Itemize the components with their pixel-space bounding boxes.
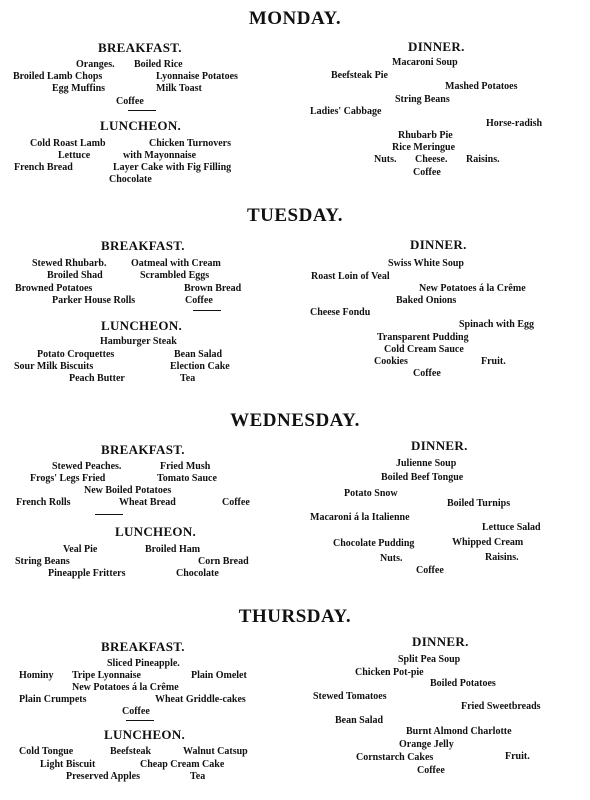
menu-item: Coffee [116,96,144,107]
divider-rule [128,110,156,111]
menu-item: Sour Milk Biscuits [14,361,94,372]
menu-item: French Bread [14,162,73,173]
menu-item: Transparent Pudding [377,332,469,343]
menu-item: Chocolate [109,174,152,185]
menu-item: Layer Cake with Fig Filling [113,162,232,173]
menu-item: Election Cake [170,361,230,372]
menu-item: Pineapple Fritters [48,568,126,579]
breakfast-heading: BREAKFAST. [101,639,185,654]
menu-item: String Beans [395,94,450,105]
menu-item: Raisins. [466,154,500,165]
dinner-heading: DINNER. [410,237,467,252]
menu-item: New Potatoes á la Crême [419,283,526,294]
menu-item: Coffee [185,295,213,306]
menu-item: Cold Tongue [19,746,74,757]
menu-item: Julienne Soup [396,458,457,469]
menu-item: Tripe Lyonnaise [72,670,141,681]
menu-item: Chicken Pot-pie [355,667,424,678]
menu-item: Lettuce [58,150,91,161]
luncheon-heading: LUNCHEON. [100,118,182,133]
menu-item: Fruit. [481,356,506,367]
menu-item: Hominy [19,670,54,681]
menu-item: Hamburger Steak [100,336,177,347]
menu-item: Whipped Cream [452,537,524,548]
breakfast-heading: BREAKFAST. [98,40,182,55]
menu-item: Cold Cream Sauce [384,344,464,355]
menu-item: Chocolate [176,568,219,579]
menu-item: Broiled Ham [145,544,201,555]
menu-item: Beefsteak Pie [331,70,388,81]
menu-item: Macaroni Soup [392,57,458,68]
menu-item: String Beans [15,556,70,567]
dinner-heading: DINNER. [408,39,465,54]
menu-item: Fried Sweetbreads [461,701,541,712]
day-heading-monday: MONDAY. [248,8,342,29]
menu-item: Cookies [374,356,408,367]
menu-item: Macaroni á la Italienne [310,512,410,523]
menu-item: Nuts. [374,154,397,165]
menu-item: Frogs' Legs Fried [30,473,106,484]
menu-item: Plain Crumpets [19,694,87,705]
menu-item: Potato Croquettes [37,349,115,360]
menu-item: Coffee [222,497,250,508]
menu-item: Bean Salad [335,715,384,726]
menu-item: Stewed Rhubarb. [32,258,107,269]
menu-item: Raisins. [485,552,519,563]
menu-item: Cheese Fondu [310,307,371,318]
menu-item: Chocolate Pudding [333,538,415,549]
menu-item: Fruit. [505,751,530,762]
menu-item: Coffee [413,368,441,379]
menu-item: Beefsteak [110,746,152,757]
divider-rule [95,514,123,515]
menu-item: New Boiled Potatoes [84,485,172,496]
menu-item: Veal Pie [63,544,98,555]
menu-item: Boiled Potatoes [430,678,496,689]
menu-item: Cornstarch Cakes [356,752,434,763]
menu-item: Sliced Pineapple. [107,658,180,669]
menu-item: Tea [190,771,206,782]
menu-item: Scrambled Eggs [140,270,210,281]
menu-item: with Mayonnaise [123,150,197,161]
menu-item: Coffee [416,565,444,576]
menu-item: Lyonnaise Potatoes [156,71,238,82]
menu-item: Boiled Beef Tongue [381,472,464,483]
menu-item: New Potatoes á la Crême [72,682,179,693]
menu-item: Stewed Tomatoes [313,691,387,702]
menu-item: Tea [180,373,196,384]
menu-item: Corn Bread [198,556,249,567]
luncheon-heading: LUNCHEON. [104,727,186,742]
menu-item: Walnut Catsup [183,746,248,757]
breakfast-heading: BREAKFAST. [101,238,185,253]
menu-item: Burnt Almond Charlotte [406,726,512,737]
menu-item: Split Pea Soup [398,654,461,665]
menu-item: Oranges. [76,59,115,70]
breakfast-heading: BREAKFAST. [101,442,185,457]
menu-item: Boiled Turnips [447,498,511,509]
menu-item: Horse-radish [486,118,543,129]
dinner-heading: DINNER. [412,634,469,649]
menu-item: Light Biscuit [40,759,96,770]
menu-item: Wheat Bread [119,497,176,508]
menu-item: Rice Meringue [392,142,456,153]
menu-item: Spinach with Egg [459,319,535,330]
menu-item: Rhubarb Pie [398,130,453,141]
menu-item: Tomato Sauce [157,473,217,484]
menu-item: Plain Omelet [191,670,247,681]
menu-item: Peach Butter [69,373,125,384]
menu-item: Browned Potatoes [15,283,93,294]
menu-item: Orange Jelly [399,739,454,750]
menu-item: Stewed Peaches. [52,461,122,472]
menu-item: Broiled Shad [47,270,103,281]
menu-item: Mashed Potatoes [445,81,518,92]
menu-item: Preserved Apples [66,771,140,782]
menu-item: Cheap Cream Cake [140,759,225,770]
divider-rule [126,720,154,721]
menu-item: French Rolls [16,497,71,508]
divider-rule [193,310,221,311]
menu-item: Cold Roast Lamb [30,138,106,149]
day-heading-tuesday: TUESDAY. [246,205,344,226]
menu-item: Swiss White Soup [388,258,464,269]
dinner-heading: DINNER. [411,438,468,453]
menu-item: Milk Toast [156,83,202,94]
menu-item: Boiled Rice [134,59,183,70]
day-heading-thursday: THURSDAY. [238,606,352,627]
menu-item: Cheese. [415,154,448,165]
menu-item: Brown Bread [184,283,242,294]
luncheon-heading: LUNCHEON. [101,318,183,333]
menu-item: Coffee [122,706,150,717]
menu-item: Coffee [417,765,445,776]
menu-item: Nuts. [380,553,403,564]
menu-item: Fried Mush [160,461,211,472]
menu-item: Egg Muffins [52,83,106,94]
menu-item: Oatmeal with Cream [131,258,221,269]
menu-item: Chicken Turnovers [149,138,231,149]
menu-item: Coffee [413,167,441,178]
menu-item: Broiled Lamb Chops [13,71,103,82]
menu-item: Parker House Rolls [52,295,136,306]
menu-item: Baked Onions [396,295,457,306]
menu-item: Ladies' Cabbage [310,106,382,117]
day-heading-wednesday: WEDNESDAY. [230,410,360,431]
menu-item: Lettuce Salad [482,522,541,533]
luncheon-heading: LUNCHEON. [115,524,197,539]
menu-item: Roast Loin of Veal [311,271,390,282]
menu-item: Potato Snow [344,488,398,499]
menu-item: Wheat Griddle-cakes [155,694,246,705]
menu-item: Bean Salad [174,349,223,360]
